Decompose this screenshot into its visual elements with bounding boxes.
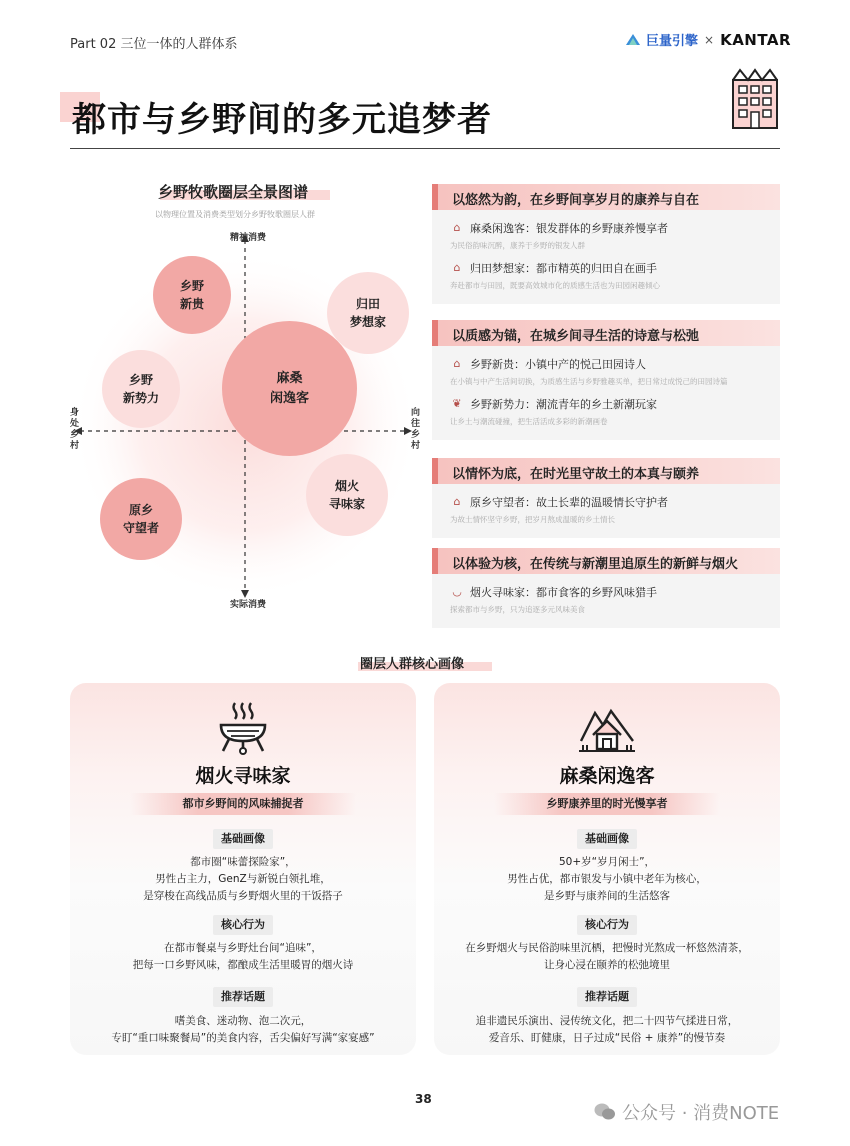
axis-left-label: 身处乡村	[70, 408, 80, 451]
part-label: Part 02 三位一体的人群体系	[70, 37, 238, 52]
item-sub: 为民俗韵味沉醉，康养于乡野的银发人群	[450, 241, 585, 250]
bubble-line: 原乡	[128, 503, 153, 517]
item-label: 麻桑闲逸客：银发群体的乡野康养慢享者	[470, 222, 668, 235]
text-line: 男性占优，都市银发与小镇中老年为核心，	[507, 873, 707, 885]
behavior-text	[434, 940, 780, 974]
bubble-masang-xianyike	[222, 321, 357, 456]
section-head: 以情怀为底，在时光里守故土的本真与颐养	[432, 458, 780, 484]
leaf-icon: ❦	[452, 397, 462, 410]
text-line: 让身心浸在颐养的松弛境里	[544, 959, 670, 971]
bubble-guitian-mengxiangjia	[327, 272, 409, 354]
page-title: 都市与乡野间的多元追梦者	[72, 100, 492, 140]
behavior-label: 核心行为	[213, 915, 273, 935]
core-title: 圈层人群核心画像	[360, 657, 465, 672]
bubble-line: 闲逸客	[269, 390, 309, 406]
item-sub: 探索都市与乡野，只为追逐多元风味美食	[450, 605, 585, 614]
quadrant-subtitle: 以物理位置及消费类型划分乡野牧歌圈层人群	[155, 210, 315, 219]
basic-text	[70, 854, 416, 905]
building-icon	[730, 66, 780, 130]
section-head: 以质感为锚，在城乡间寻生活的诗意与松弛	[432, 320, 780, 346]
watermark-text: 公众号 · 消费NOTE	[622, 1103, 780, 1124]
bowl-icon: ◡	[452, 585, 462, 598]
item-label: 归田梦想家：都市精英的归田自在画手	[470, 262, 657, 275]
section-experience	[432, 548, 780, 628]
bubble-line: 新贵	[179, 297, 204, 311]
bubble-line: 归田	[355, 297, 380, 311]
basic-text	[434, 854, 780, 905]
item-sub: 为故土情怀坚守乡野，把岁月熬成温暖的乡土情长	[450, 515, 615, 524]
text-line: 专盯“重口味聚餐局”的美食内容，舌尖偏好写满“家宴感”	[111, 1032, 375, 1044]
card-tag: 都市乡野间的风味捕捉者	[130, 793, 356, 815]
watermark	[594, 1099, 779, 1125]
list-item	[450, 584, 780, 600]
card-masang-xianyike	[434, 683, 780, 1055]
section-quality	[432, 320, 780, 440]
text-line: 追非遗民乐演出、浸传统文化，把二十四节气揉进日常，	[475, 1015, 739, 1027]
item-label: 乡野新势力：潮流青年的乡土新潮玩家	[470, 398, 657, 411]
bubble-line: 乡野	[179, 279, 204, 293]
card-tag: 乡野康养里的时光慢享者	[494, 793, 720, 815]
list-item	[450, 260, 780, 276]
title-divider	[70, 148, 780, 149]
behavior-text	[70, 940, 416, 974]
brand-logos	[624, 30, 791, 49]
bubble-line: 新势力	[122, 391, 159, 405]
topic-text	[434, 1013, 780, 1047]
axis-bottom-label: 实际消费	[230, 600, 267, 610]
basic-label: 基础画像	[213, 829, 273, 849]
card-name: 烟火寻味家	[195, 765, 291, 787]
list-item	[450, 220, 780, 236]
list-item	[450, 396, 780, 412]
quadrant-title: 乡野牧歌圈层全景图谱	[158, 183, 309, 201]
text-line: 把每一口乡野风味，都酿成生活里暖胃的烟火诗	[132, 959, 354, 971]
bubble-line: 烟火	[334, 479, 359, 493]
section-sentiment	[432, 458, 780, 538]
juliang-text: 巨量引擎	[646, 34, 699, 49]
item-label: 原乡守望者：故土长辈的温暖情长守护者	[470, 496, 668, 509]
bubble-yanhuo-xunweijia	[306, 454, 388, 536]
behavior-label: 核心行为	[577, 915, 637, 935]
item-sub: 在小镇与中产生活间切换，为质感生活与乡野雅趣买单，把日常过成悦己的田园诗篇	[450, 377, 728, 386]
text-line: 爱音乐、盯健康，日子过成“民俗 + 康养”的慢节奏	[488, 1032, 726, 1044]
bubble-line: 麻桑	[276, 371, 303, 386]
item-label: 乡野新贵：小镇中产的悦己田园诗人	[470, 358, 646, 371]
text-line: 嗜美食、迷动物、泡二次元，	[174, 1015, 312, 1027]
text-line: 男性占主力，GenZ与新锐白领扎堆，	[155, 873, 331, 885]
topic-label: 推荐话题	[213, 987, 273, 1007]
mountain-house-icon	[577, 699, 637, 755]
topic-text	[70, 1013, 416, 1047]
village-icon: ⌂	[453, 357, 461, 370]
section-body	[432, 210, 780, 304]
juliang-logo	[624, 30, 698, 49]
section-body	[432, 346, 780, 440]
bubble-line: 乡野	[128, 373, 153, 387]
axis-right-label: 向往乡村	[411, 408, 421, 451]
bubble-line: 守望者	[122, 521, 159, 535]
house-icon: ⌂	[453, 221, 461, 234]
item-label: 烟火寻味家：都市食客的乡野风味猎手	[470, 586, 657, 599]
text-line: 在乡野烟火与民俗韵味里沉栖，把慢时光熬成一杯悠然清茶，	[465, 942, 749, 954]
item-sub: 奔赴都市与田园，既要高效城市化的质感生活也为田园闲趣倾心	[450, 281, 660, 290]
bubble-yuanxiang-shouwangzhe	[100, 478, 182, 560]
kantar-logo: KANTAR	[720, 30, 792, 49]
item-sub: 让乡土与潮流碰撞，把生活活成多彩的新潮画卷	[450, 417, 608, 426]
section-body	[432, 484, 780, 538]
list-item	[450, 356, 780, 372]
text-line: 50+岁“岁月闲士”，	[558, 856, 656, 868]
farm-icon: ⌂	[453, 261, 461, 274]
section-body	[432, 574, 780, 628]
juliang-mark-icon	[624, 32, 642, 48]
section-head: 以悠然为韵，在乡野间享岁月的康养与自在	[432, 184, 780, 210]
topic-label: 推荐话题	[577, 987, 637, 1007]
home-icon: ⌂	[453, 495, 461, 508]
bubble-xiangye-xingui	[153, 256, 231, 334]
text-line: 是乡野与康养间的生活悠客	[544, 890, 670, 902]
wechat-icon	[594, 1102, 616, 1122]
brand-separator: ×	[704, 32, 715, 47]
list-item	[450, 494, 780, 510]
bubble-xiangye-xinshili	[102, 350, 180, 428]
section-leisure	[432, 184, 780, 304]
bubble-line: 梦想家	[349, 315, 386, 329]
card-name: 麻桑闲逸客	[559, 765, 655, 787]
basic-label: 基础画像	[577, 829, 637, 849]
text-line: 是穿梭在高线品质与乡野烟火里的干饭搭子	[143, 890, 343, 902]
bubble-line: 寻味家	[328, 497, 365, 511]
grill-icon	[213, 699, 273, 755]
card-yanhuo-xunweijia	[70, 683, 416, 1055]
axis-top-label: 精神消费	[230, 233, 267, 243]
page-number: 38	[415, 1092, 432, 1106]
section-head: 以体验为核，在传统与新潮里追原生的新鲜与烟火	[432, 548, 780, 574]
text-line: 都市圈“味蕾探险家”，	[190, 856, 296, 868]
text-line: 在都市餐桌与乡野灶台间“追味”，	[164, 942, 322, 954]
